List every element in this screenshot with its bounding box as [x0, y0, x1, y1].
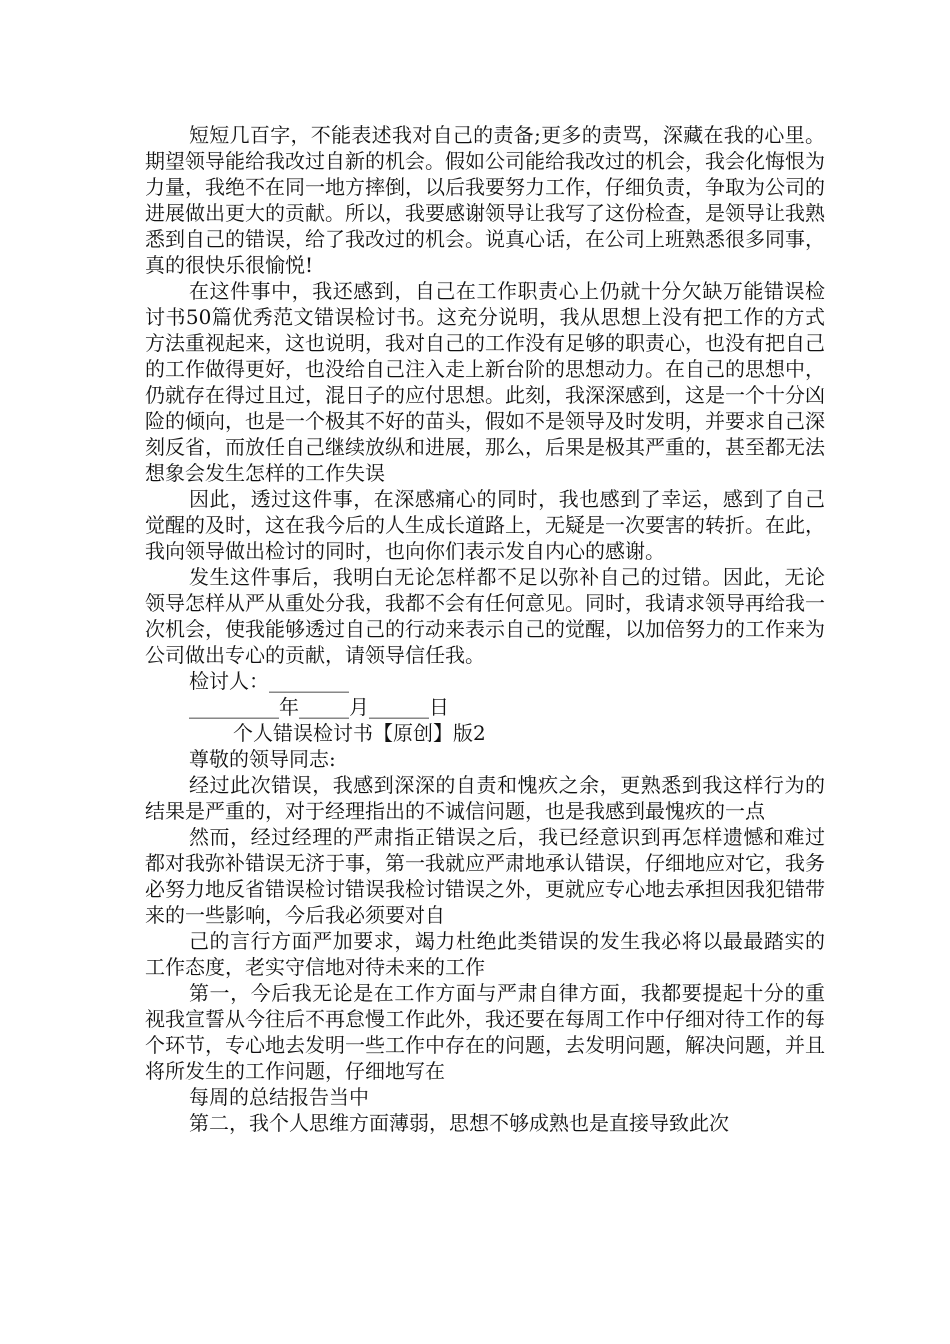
document-body [145, 122, 825, 1136]
paragraph-first-point-end: 每周的总结报告当中 [189, 1085, 369, 1109]
paragraph-self-reproach: 经过此次错误，我感到深深的自责和愧疚之余，更熟悉到我这样行为的结果是严重的，对于经理指出的不诚信问题，也是我感到最愧疚的一点 [145, 773, 825, 823]
paragraph-apology-closing: 短短几百字，不能表述我对自己的责备;更多的责骂，深藏在我的心里。期望领导能给我改过自新的机会。假如公司能给我改过的机会，我会化悔恨为力量，我绝不在同一地方摔倒，以后我要努力工作，仔细负责，争取为公司的进展做出更大的贡献。所以，我要感谢领导让我写了这份检查，是领导让我熟悉到自己的错误，给了我改过的机会。说真心话，在公司上班熟悉很多同事，真的很快乐很愉悦! [145, 123, 825, 277]
section-title: 个人错误检讨书【原创】版2 [233, 721, 486, 745]
paragraph-continuation: 己的言行方面严加要求，竭力杜绝此类错误的发生我必将以最最踏实的工作态度，老实守信地对待未来的工作 [145, 929, 825, 979]
paragraph-responsibility: 在这件事中，我还感到，自己在工作职责心上仍就十分欠缺万能错误检讨书50篇优秀范文错误检讨书。这充分说明，我从思想上没有把工作的方式方法重视起来，这也说明，我对自己的工作没有足够的职责心，也没有把自己的工作做得更好，也没给自己注入走上新台阶的思想动力。在自己的思想中，仍就存在得过且过，混日子的应付思想。此刻，我深深感到，这是一个十分凶险的倾向，也是一个极其不好的苗头，假如不是领导及时发明，并要求自己深刻反省，而放任自己继续放纵和进展，那么，后果是极其严重的，甚至都无法想象会发生怎样的工作失误 [145, 279, 825, 485]
date-line: _________年_____月______日 [189, 695, 449, 719]
paragraph-acknowledgement: 然而，经过经理的严肃指正错误之后，我已经意识到再怎样遗憾和难过都对我弥补错误无济于事，第一我就应严肃地承认错误，仔细地应对它，我务必努力地反省错误检讨错误我检讨错误之外，更就应专心地去承担因我犯错带来的一些影响，今后我必须要对自 [145, 825, 825, 927]
salutation: 尊敬的领导同志: [189, 747, 336, 771]
paragraph-first-point: 第一，今后我无论是在工作方面与严肃自律方面，我都要提起十分的重视我宣誓从今往后不再怠慢工作此外，我还要在每周工作中仔细对待工作的每个环节，专心地去发明一些工作中存在的问题，去发明问题，解决问题，并且将所发生的工作问题，仔细地写在 [145, 981, 825, 1083]
paragraph-gratitude: 因此，透过这件事，在深感痛心的同时，我也感到了幸运，感到了自己觉醒的及时，这在我今后的人生成长道路上，无疑是一次要害的转折。在此，我向领导做出检讨的同时，也向你们表示发自内心的感谢。 [145, 487, 825, 563]
paragraph-second-point: 第二，我个人思维方面薄弱，思想不够成熟也是直接导致此次 [189, 1111, 729, 1135]
paragraph-request: 发生这件事后，我明白无论怎样都不足以弥补自己的过错。因此，无论领导怎样从严从重处分我，我都不会有任何意见。同时，我请求领导再给我一次机会，使我能够透过自己的行动来表示自己的觉醒，以加倍努力的工作来为公司做出专心的贡献，请领导信任我。 [145, 565, 825, 667]
signature-line: 检讨人：________ [189, 669, 349, 693]
